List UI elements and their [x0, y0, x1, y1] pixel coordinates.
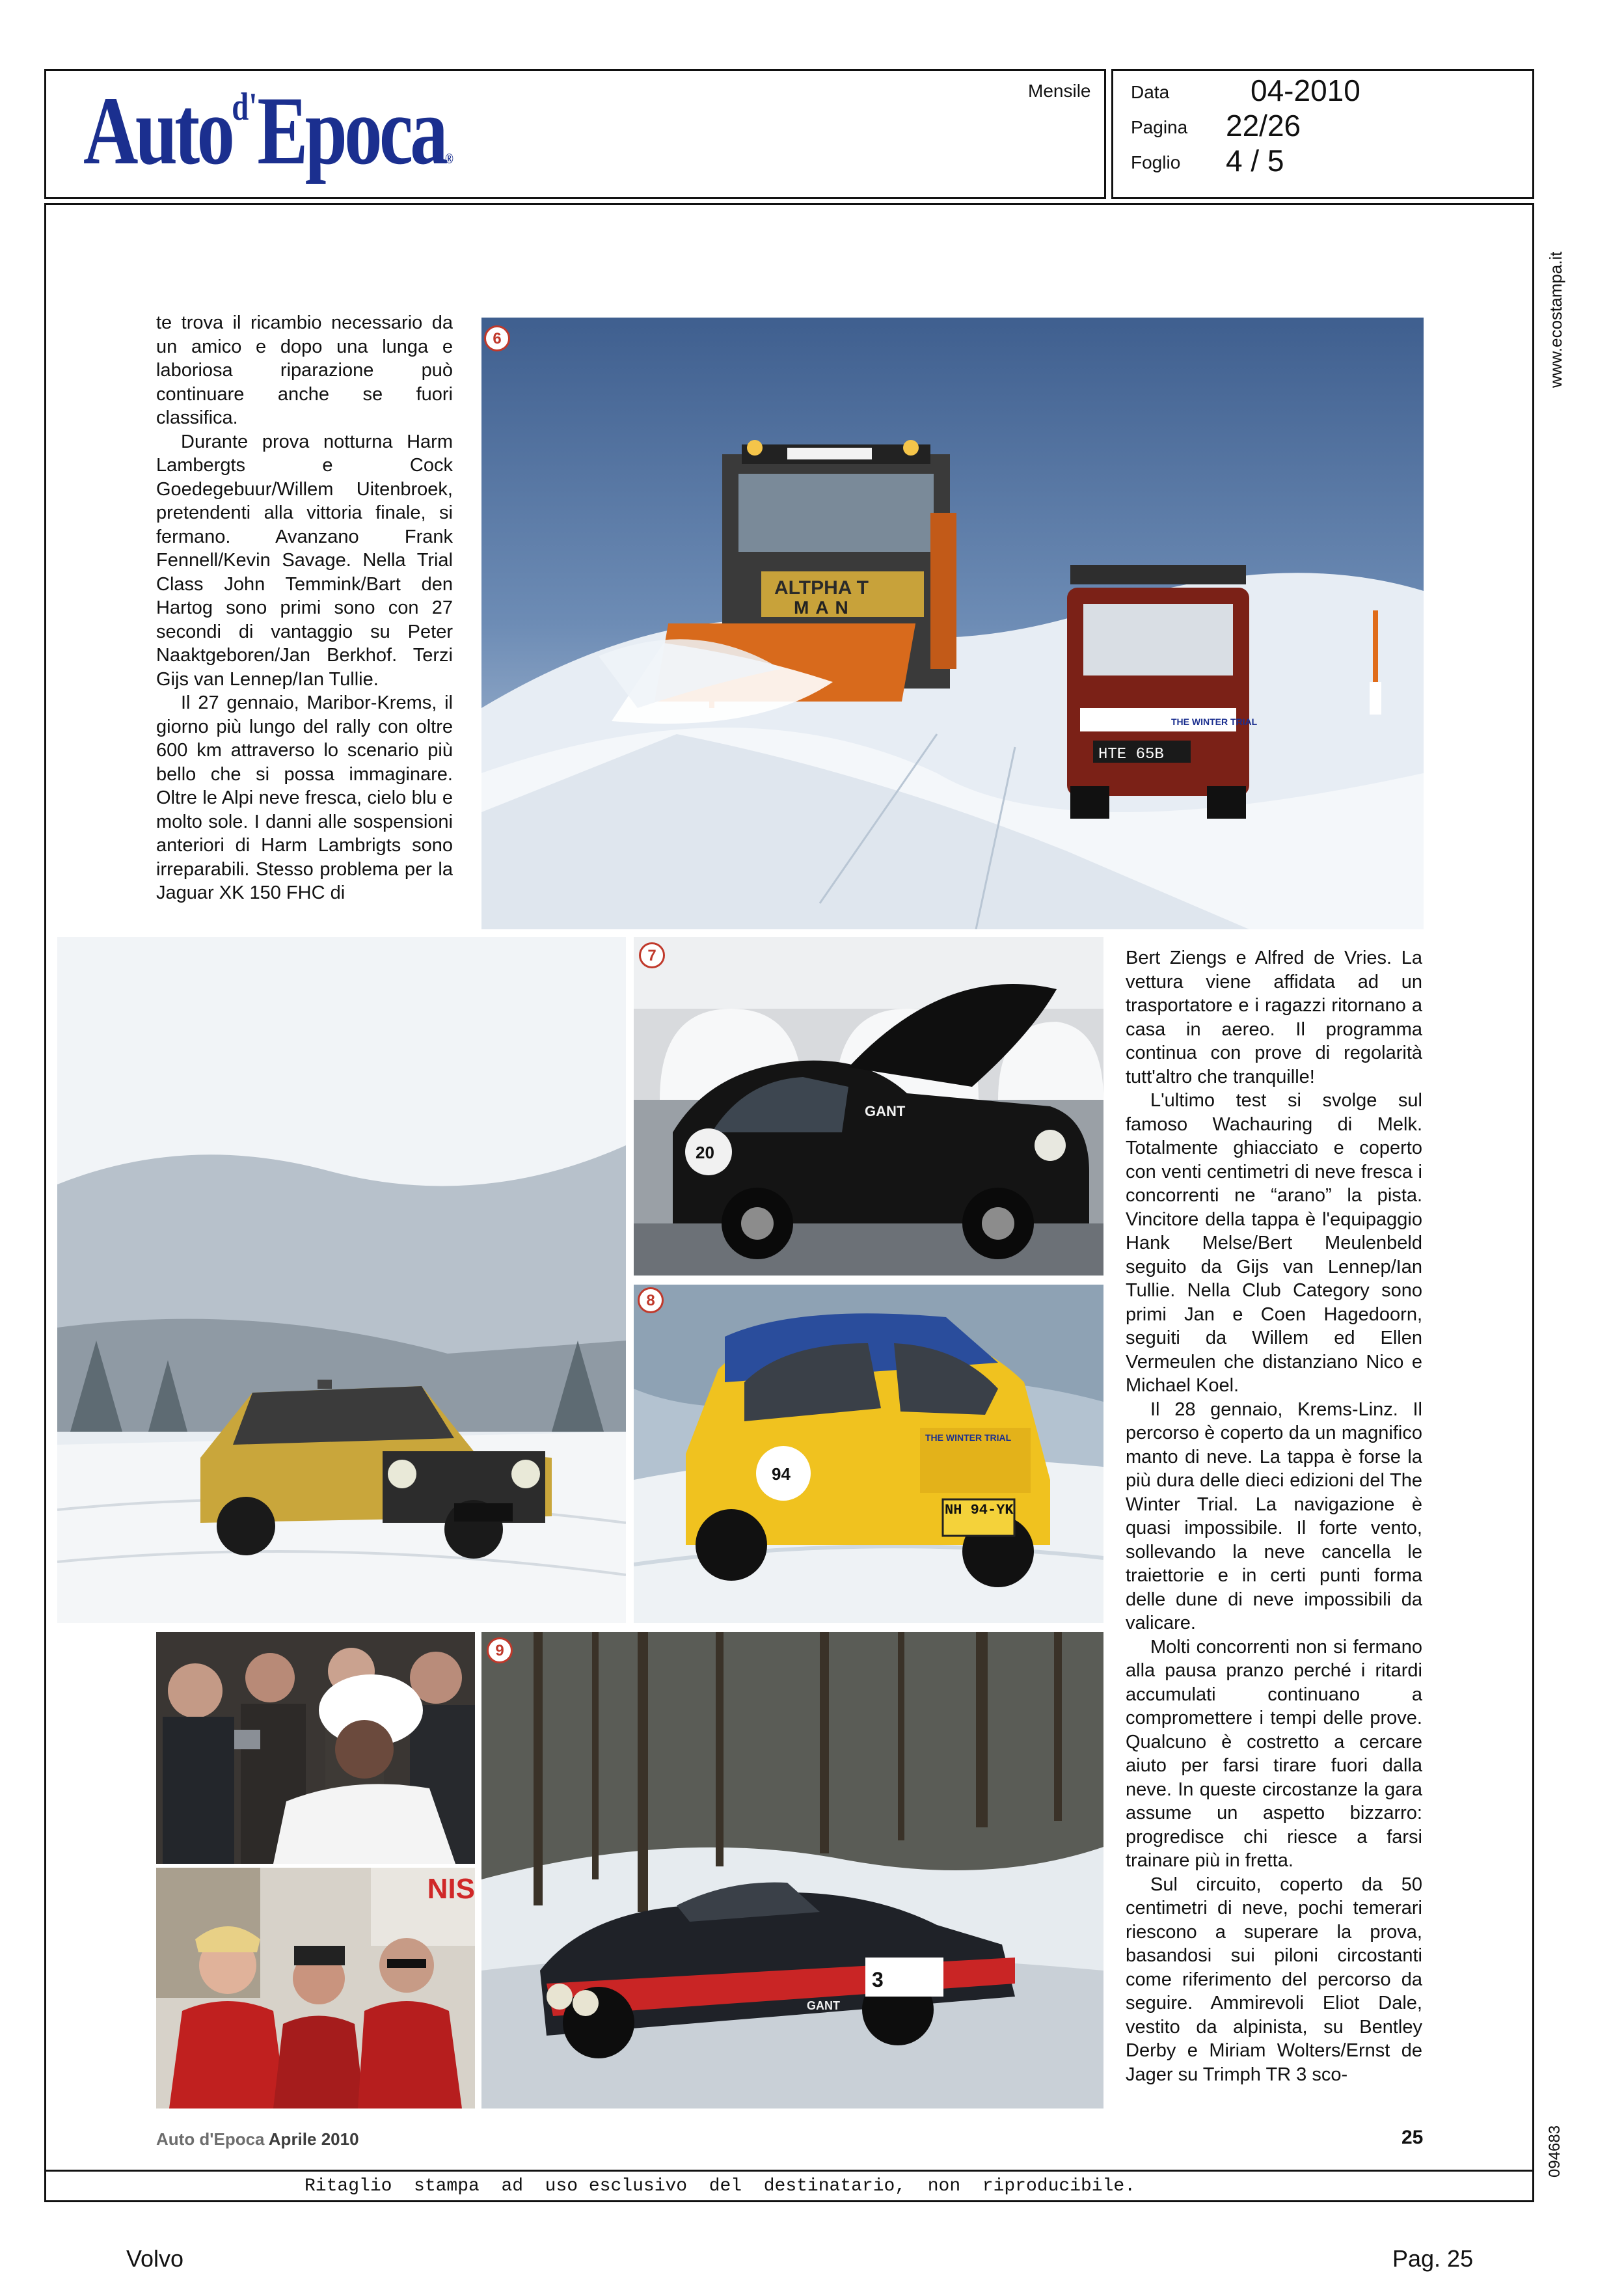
frequency-label: Mensile — [1028, 81, 1091, 101]
car-banner: THE WINTER TRIAL — [1171, 716, 1258, 727]
photo-7-garage — [634, 937, 1103, 1276]
photo-number-badge: 7 — [639, 942, 665, 968]
paragraph: Sul circuito, coperto da 50 centimetri di neve, pochi temerari riescono a superare la prova, basandosi sui piloni circostanti come riferimento del percorso da seguire. Ammirevoli Eliot Dale, vestito da alpinista, su Bentley Derby e Miriam Wolters/Ernst de Jager su Trimph TR 3 sco- — [1126, 1874, 1422, 2085]
article-column-1 — [156, 311, 453, 905]
photo-team — [156, 1868, 475, 2108]
photo-8-yellow-fiat — [634, 1285, 1103, 1623]
footer-magazine: Auto d'Epoca Aprile 2010 — [156, 2129, 359, 2149]
truck-sign: ALTPHA T — [774, 577, 869, 599]
article-column-2 — [1126, 946, 1422, 2086]
photo-6-snowplough — [481, 318, 1424, 929]
side-website: www.ecostampa.it — [1546, 251, 1565, 388]
meta-label-pagina: Pagina — [1131, 117, 1188, 137]
bottom-right-label: Pag. 25 — [1392, 2245, 1474, 2272]
photo-9-forest — [481, 1632, 1103, 2108]
car-sponsor: GANT — [865, 1103, 906, 1119]
car-sponsor: GANT — [807, 1999, 840, 2012]
paragraph: L'ultimo test si svolge sul famoso Wachauring di Melk. Totalmente ghiacciato e coperto con venti centimetri di neve fresca i concorrenti ne “arano” la pista. Vincitore della tappa è l'equipaggio Hank Melse/Bert Meulenbeld seguito da Gijs van Lennep/Ian Tullie. Nella Club Category sono primi Jan e Coen Hagedoorn, seguiti da Willem ed Ellen Vermeulen che distanziano Nico e Michael Koel. — [1126, 1090, 1422, 1396]
meta-value-pagina: 22/26 — [1226, 109, 1301, 143]
paragraph: Il 28 gennaio, Krems-Linz. Il percorso è coperto da un magnifico manto di neve. La tappa è forse la più dura delle dieci edizioni del The Winter Trial. La navigazione è quasi impossibile. Il forte vento, sollevando la neve cancella le traiettorie e in certi punti forma delle dune di neve impossibili da valicare. — [1126, 1399, 1422, 1633]
meta-label-foglio: Foglio — [1131, 152, 1181, 172]
photo-number-badge: 6 — [484, 325, 510, 351]
photo-number-badge: 9 — [487, 1637, 513, 1663]
car-race-number: 94 — [772, 1464, 791, 1484]
disclaimer: Ritaglio stampa ad uso esclusivo del destinatario, non riproducibile. — [304, 2176, 1136, 2196]
frame-divider — [44, 2170, 1534, 2172]
paragraph: Durante prova notturna Harm Lambergts e Cock Goedegebuur/Willem Uitenbroek, pretendenti alla vittoria finale, si fermano. Avanzano Frank Fennell/Kevin Savage. Nella Trial Class John Temmink/Bart den Hartog sono primi sono con 27 secondi di vantaggio su Peter Naaktgeboren/Jan Berkhof. Terzi Gijs van Lennep/Ian Tullie. — [156, 431, 453, 690]
side-code: 094683 — [1546, 2125, 1563, 2177]
magazine-logo: Auto$^{d'}$Epoca® — [83, 77, 453, 185]
truck-brand: MAN — [794, 597, 855, 618]
car-race-number: 3 — [872, 1968, 884, 1991]
footer-page-number: 25 — [1401, 2127, 1424, 2148]
banner-text: NIS — [427, 1873, 475, 1905]
bottom-left-label: Volvo — [126, 2245, 184, 2272]
photo-peugeot-snow — [57, 937, 626, 1623]
paragraph: Molti concorrenti non si fermano alla pausa pranzo perché i ritardi accumulati continuano a compromettere i tempi delle prove. Qualcuno è costretto a cercare aiuto per farsi tirare fuori dalla neve. In queste circostanze la gara assume un aspetto bizzarro: progredisce chi riesce a farsi trainare più in fretta. — [1126, 1636, 1422, 1871]
meta-value-foglio: 4 / 5 — [1226, 144, 1284, 178]
paragraph: Il 27 gennaio, Maribor-Krems, il giorno più lungo del rally con oltre 600 km attraverso lo scenario più bello che si possa immaginare. Oltre le Alpi neve fresca, cielo blu e molto sole. I danni alle sospensioni anteriori di Harm Lambrigts sono irreparabili. Stesso problema per la Jaguar XK 150 FHC di — [156, 692, 453, 903]
car-plate: HTE 65B — [1098, 746, 1164, 763]
photo-number-badge: 8 — [638, 1287, 664, 1313]
car-banner: THE WINTER TRIAL — [925, 1432, 1012, 1443]
paragraph: Bert Ziengs e Alfred de Vries. La vettura viene affidata ad un trasportatore e i ragazzi ritornano a casa in aereo. Il programma continua con prove di regolarità tutt'altro che tranquille! — [1126, 948, 1422, 1087]
meta-value-data: 04-2010 — [1251, 74, 1360, 107]
photo-crowd-camera — [156, 1632, 475, 1864]
car-plate: NH 94-YK — [945, 1502, 1014, 1518]
car-race-number: 20 — [696, 1143, 714, 1162]
meta-label-data: Data — [1131, 82, 1170, 102]
paragraph: te trova il ricambio necessario da un amico e dopo una lunga e laboriosa riparazione può continuare anche se fuori classifica. — [156, 312, 453, 428]
